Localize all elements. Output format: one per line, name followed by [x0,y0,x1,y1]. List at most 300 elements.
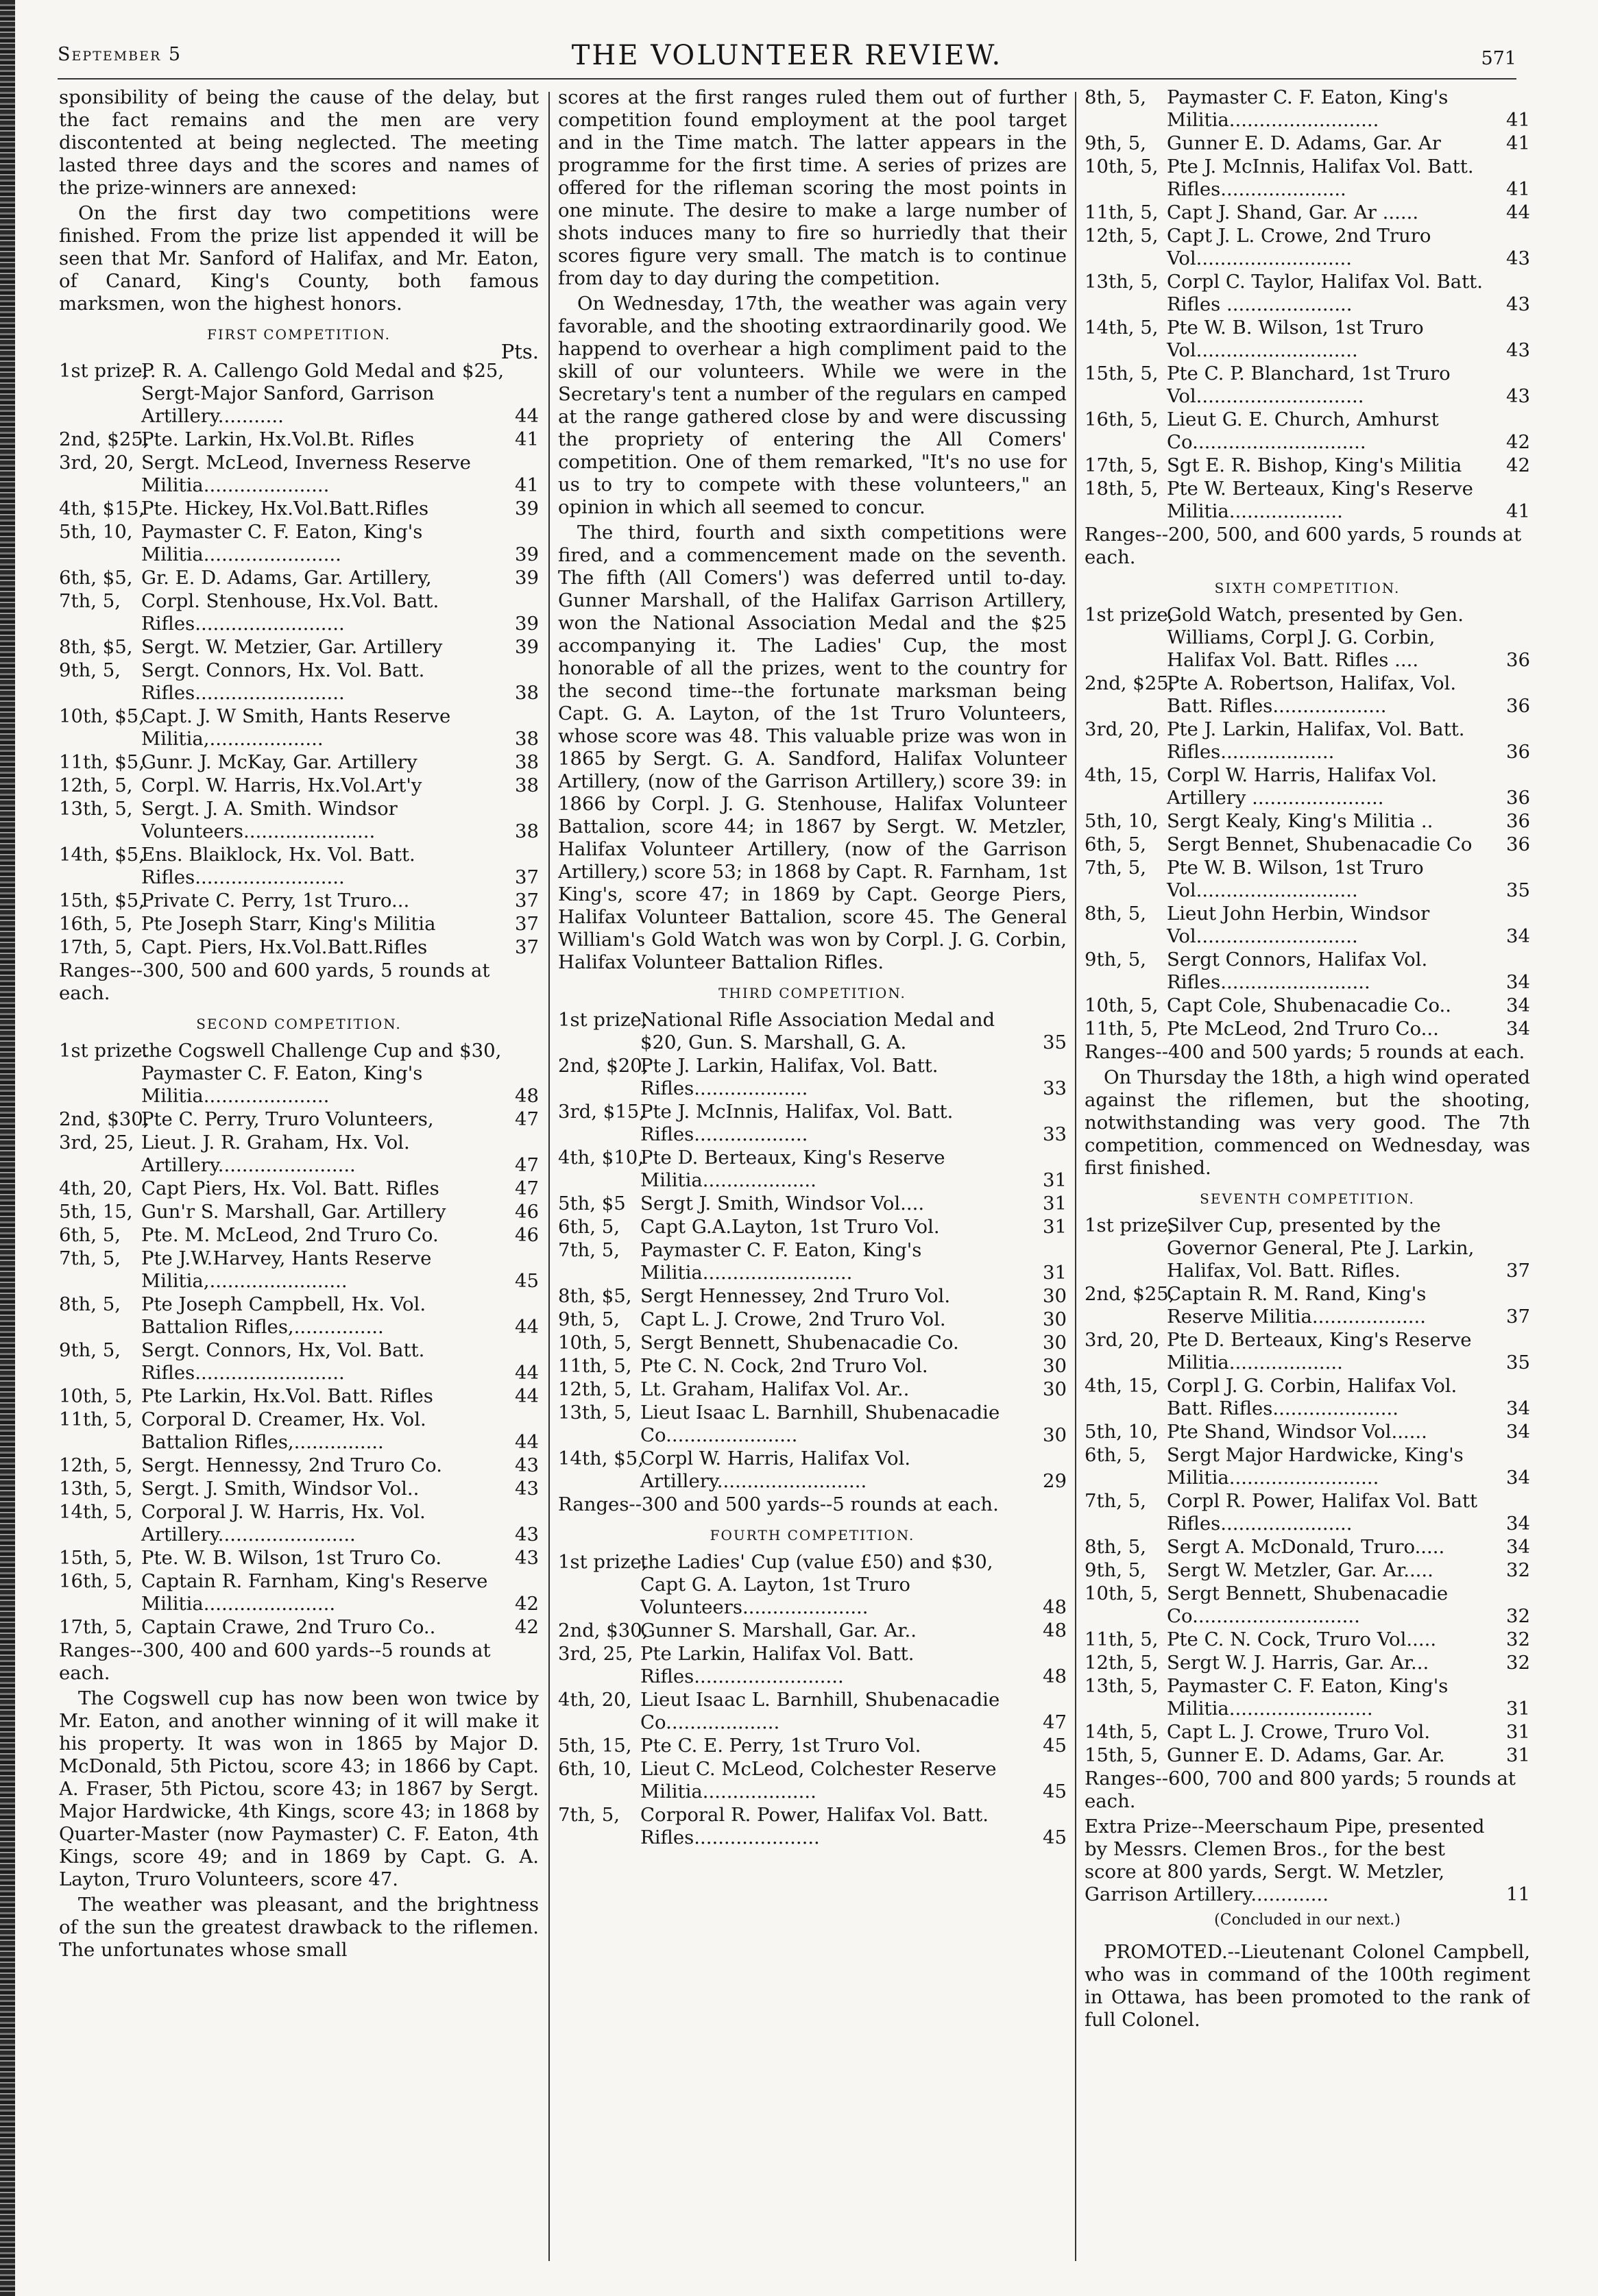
prize-winner: Corpl. W. Harris, Hx.Vol.Art'y [141,774,422,796]
prize-entry [558,1355,1067,1378]
prize-winner: Gunner S. Marshall, Gar. Ar.. [640,1620,917,1641]
prize-score: 48 [1043,1665,1067,1687]
prize-rank: 6th, 5, [1085,833,1146,855]
prize-winner: Pte Shand, Windsor Vol...... [1167,1421,1427,1443]
prize-score: 45 [1043,1781,1067,1803]
column-rule [1075,92,1076,2261]
prize-score: 39 [515,498,539,520]
prize-winner: Pte C. Perry, Truro Volunteers, [141,1108,434,1130]
prize-score: 39 [515,567,539,589]
prize-score: 32 [1506,1652,1530,1674]
prize-score: 37 [515,866,539,888]
prize-rank: 5th, 15, [558,1735,632,1757]
prize-score: 34 [1506,1513,1530,1535]
prize-entry [59,1293,539,1339]
page-header [58,40,1516,80]
prize-rank: 2nd, $30, [558,1620,649,1641]
prize-entry [1085,718,1530,764]
prize-rank: 13th, 5, [1085,1675,1159,1697]
prize-entry [59,1408,539,1454]
prize-score: 44 [1506,201,1530,223]
prize-score: 37 [1506,1260,1530,1282]
prize-entry [59,1501,539,1546]
prize-rank: 6th, 10, [558,1758,632,1780]
prize-winner: Pte J. McInnis, Halifax Vol. Batt. Rifles..................... [1167,156,1474,200]
prize-score: 34 [1506,1018,1530,1040]
prize-rank: 12th, 5, [1085,1652,1159,1674]
prize-entry [1085,1214,1530,1282]
prize-winner: Silver Cup, presented by the Governor General, Pte J. Larkin, Halifax, Vol. Batt. Rifles. [1167,1214,1475,1282]
prize-entry [1085,1559,1530,1582]
prize-winner: Paymaster C. F. Eaton, King's Militia......................... [1167,86,1449,131]
extra-prize-text: Extra Prize--Meerschaum Pipe, presented by Messrs. Clemen Bros., for the best score at 800 yards, Sergt. W. Metzler, Garrison Artillery............. [1085,1816,1485,1905]
prize-rank: 9th, 5, [1085,1559,1146,1581]
prize-rank: 7th, 5, [558,1804,620,1826]
prize-score: 44 [515,1316,539,1338]
ranges-note: Ranges--300, 400 and 600 yards--5 rounds at each. [59,1639,491,1684]
prize-winner: Gunner E. D. Adams, Gar. Ar [1167,132,1441,154]
prize-entry [59,428,539,451]
prize-winner: Paymaster C. F. Eaton, King's Militia......................... [640,1239,922,1284]
prize-score: 33 [1043,1077,1067,1099]
prize-winner: Gold Watch, presented by Gen. Williams, Corpl J. G. Corbin, Halifax Vol. Batt. Rifles .... [1167,604,1464,671]
prize-winner: Pte W. B. Wilson, 1st Truro Vol........................... [1167,857,1424,901]
prize-entry [59,1570,539,1615]
prize-rank: 9th, 5, [59,1339,121,1361]
prize-score: 44 [515,1385,539,1407]
prize-winner: Pte D. Berteaux, King's Reserve Militia................... [640,1147,945,1191]
prize-score: 43 [1506,247,1530,269]
prize-score: 29 [1043,1470,1067,1492]
prize-rank: 12th, 5, [59,774,133,796]
prize-score: 44 [515,405,539,427]
prize-winner: Pte Joseph Starr, King's Militia [141,913,436,935]
prize-entry [1085,833,1530,856]
prize-rank: 2nd, $25, [59,428,149,450]
publication-title: THE VOLUNTEER REVIEW. [571,40,1003,71]
prize-entry [59,360,539,428]
prize-rank: 11th, 5, [558,1355,632,1377]
prize-winner: Sergt. J. A. Smith. Windsor Volunteers...................... [141,798,398,842]
prize-entry [59,590,539,635]
prize-winner: Capt Cole, Shubenacadie Co.. [1167,994,1452,1016]
prize-winner: Pte J. Larkin, Halifax, Vol. Batt. Rifles................... [1167,718,1465,763]
prize-winner: National Rifle Association Medal and $20, Gun. S. Marshall, G. A. [640,1009,995,1053]
paragraph: The Cogswell cup has now been won twice by Mr. Eaton, and another winning of it will make it his property. It was won in 1865 by Major D. McDonald, 5th Pictou, score 43; in 1866 by Capt. A. Fraser, 5th Pictou, score 43; in 1867 by Sergt. Major Hardwicke, 4th Kings, score 43; in 1868 by Quarter-Master (now Paymaster) C. F. Eaton, 4th Kings, score 49; and in 1869 by Capt. G. A. Layton, Truro Volunteers, score 47. [59,1687,539,1890]
prize-entry [558,1332,1067,1354]
prize-rank: 4th, 20, [558,1689,632,1711]
prize-score: 46 [515,1201,539,1223]
prize-entry [1085,810,1530,833]
prize-score: 44 [515,1431,539,1453]
section-heading: SECOND COMPETITION. [196,1016,402,1032]
prize-rank: 15th, 5, [59,1547,133,1569]
prize-score: 34 [1506,925,1530,947]
prize-rank: 9th, 5, [1085,949,1146,970]
ranges-note: Ranges--600, 700 and 800 yards; 5 rounds at each. [1085,1768,1516,1812]
prize-winner: Lieut. J. R. Graham, Hx. Vol. Artillery....................... [141,1132,410,1176]
prize-score: 36 [1506,787,1530,809]
prize-entry [59,798,539,843]
prize-winner: Corpl. Stenhouse, Hx.Vol. Batt. Rifles......................... [141,590,439,635]
prize-entry [59,1247,539,1293]
prize-winner: Sgt E. R. Bishop, King's Militia [1167,454,1462,476]
paragraph: On Wednesday, 17th, the weather was again very favorable, and the shooting extraordinarily good. We happend to overhear a high compliment paid to the skill of our volunteers. While we were in the Secretary's tent a number of the regulars en camped at the range gathered close by and were discussing the propriety of entering the All Comers' competition. One of them remarked, "It's no use for us to try to compete with these volunteers," an opinion in which all seemed to concur. [558,293,1067,518]
prize-winner: Pte J. McInnis, Halifax, Vol. Batt. Rifles................... [640,1101,954,1145]
prize-rank: 7th, 5, [59,590,121,612]
prize-score: 41 [515,474,539,496]
prize-entry [1085,408,1530,454]
prize-score: 37 [515,936,539,958]
prize-winner: Sergt. J. Smith, Windsor Vol.. [141,1478,420,1500]
prize-winner: Captain R. M. Rand, King's Reserve Militia................... [1167,1283,1427,1328]
prize-winner: Pte. M. McLeod, 2nd Truro Co. [141,1224,439,1246]
prize-entry [59,1616,539,1639]
prize-rank: 7th, 5, [59,1247,121,1269]
continued-note: (Concluded in our next.) [1214,1912,1401,1929]
prize-entry [558,1758,1067,1803]
prize-rank: 14th, 5, [1085,1721,1159,1743]
prize-winner: Pte W. Berteaux, King's Reserve Militia................... [1167,478,1473,522]
prize-score: 30 [1043,1378,1067,1400]
prize-score: 43 [1506,293,1530,315]
paragraph: The third, fourth and sixth competitions were fired, and a commencement made on the seventh. The fifth (All Comers') was deferred until to-day. Gunner Marshall, of the Halifax Garrison Artillery, won the National Association Medal and the $25 accompanying it. The Ladies' Cup, the most honorable of all the prizes, went to the country for the second time--the fortunate marksman being Capt. G. A. Layton, of the 1st Truro Volunteers, whose score was 48. This valuable prize was won in 1865 by Sergt. G. A. Sandford, Halifax Volunteer Artillery, (now of the Garrison Artillery,) score 39: in 1866 by Corpl. J. G. Stenhouse, Halifax Volunteer Battalion, score 44; in 1867 by Sergt. W. Metzler, Halifax Volunteer Artillery, (now of the Garrison Artillery,) score 53; in 1868 by Capt. R. Farnham, 1st King's, score 47; in 1869 by Capt. George Piers, Halifax Volunteer Battalion, score 45. The General William's Gold Watch was won by Corpl. J. G. Corbin, Halifax Volunteer Battalion Rifles. [558,522,1067,973]
prize-score: 36 [1506,649,1530,671]
prize-entry [1085,1018,1530,1040]
prize-score: 37 [515,890,539,912]
prize-rank: 10th, 5, [1085,1583,1159,1604]
prize-score: 31 [1506,1698,1530,1720]
prize-entry [1085,1583,1530,1628]
prize-rank: 17th, 5, [59,1616,133,1638]
prize-score: 34 [1506,1397,1530,1419]
prize-rank: 11th, $5, [59,751,145,773]
prize-rank: 4th, 15, [1085,764,1159,786]
prize-winner: Pte Joseph Campbell, Hx. Vol. Battalion Rifles,............... [141,1293,426,1338]
prize-rank: 16th, 5, [1085,408,1159,430]
prize-winner: Sergt. McLeod, Inverness Reserve Militia..................... [141,452,471,496]
prize-score: 41 [1506,132,1530,154]
page-number: 571 [1481,48,1516,69]
prize-score: 36 [1506,741,1530,763]
prize-score: 31 [1043,1193,1067,1214]
paragraph: sponsibility of being the cause of the delay, but the fact remains and the men are very discontented at being neglected. The meeting lasted three days and the scores and names of the prize-winners are annexed: [59,86,539,199]
prize-entry [59,1547,539,1570]
prize-winner: Pte W. B. Wilson, 1st Truro Vol........................... [1167,317,1424,361]
prize-winner: Paymaster C. F. Eaton, King's Militia........................ [1167,1675,1449,1720]
prize-entry [558,1735,1067,1757]
prize-entry [59,1224,539,1247]
prize-winner: Sergt Hennessey, 2nd Truro Vol. [640,1285,951,1307]
prize-entry [59,521,539,566]
prize-score: 11 [1506,1883,1530,1905]
prize-rank: 7th, 5, [558,1239,620,1261]
prize-score: 34 [1506,1467,1530,1489]
prize-winner: Lieut G. E. Church, Amhurst Co............................. [1167,408,1439,453]
prize-rank: 18th, 5, [1085,478,1159,500]
prize-rank: 4th, $10, [558,1147,644,1169]
prize-winner: the Cogswell Challenge Cup and $30, Paymaster C. F. Eaton, King's Militia..................... [141,1040,502,1107]
paragraph: On the first day two competitions were finished. From the prize list appended it will be seen that Mr. Sanford of Halifax, and Mr. Eaton, of Canard, King's County, both famous marksmen, won the highest honors. [59,202,539,315]
prize-rank: 8th, $5, [59,636,133,658]
prize-score: 41 [1506,109,1530,131]
prize-entry [1085,1421,1530,1443]
prize-entry [59,636,539,659]
prize-entry [1085,1375,1530,1420]
prize-rank: 4th, $15, [59,498,145,520]
prize-entry [59,751,539,774]
prize-list [1085,604,1530,1040]
prize-winner: Lieut John Herbin, Windsor Vol........................... [1167,903,1430,947]
prize-score: 31 [1043,1169,1067,1191]
prize-entry [59,452,539,497]
prize-entry [1085,156,1530,201]
prize-entry [558,1643,1067,1688]
prize-score: 35 [1506,1352,1530,1373]
prize-entry [1085,132,1530,155]
prize-rank: 14th, 5, [1085,317,1159,339]
prize-winner: Pte C. P. Blanchard, 1st Truro Vol............................ [1167,363,1451,407]
prize-winner: Pte C. E. Perry, 1st Truro Vol. [640,1735,921,1757]
prize-score: 36 [1506,833,1530,855]
prize-winner: P. R. A. Callengo Gold Medal and $25, Sergt-Major Sanford, Garrison Artillery........... [141,360,505,427]
prize-rank: 3rd, 25, [558,1643,633,1665]
prize-score: 47 [515,1177,539,1199]
prize-score: 30 [1043,1308,1067,1330]
prize-entry [59,498,539,520]
prize-rank: 8th, 5, [59,1293,121,1315]
prize-score: 47 [1043,1711,1067,1733]
prize-score: 38 [515,751,539,773]
prize-entry [1085,478,1530,523]
prize-rank: 12th, 5, [1085,225,1159,247]
prize-score: 45 [1043,1735,1067,1757]
prize-rank: 3rd, 25, [59,1132,134,1153]
prize-entry [558,1308,1067,1331]
prize-entry [1085,1628,1530,1651]
prize-rank: 15th, 5, [1085,363,1159,384]
prize-winner: Corporal J. W. Harris, Hx. Vol. Artillery....................... [141,1501,426,1546]
prize-rank: 2nd, $20, [558,1055,649,1077]
prize-entry [1085,672,1530,718]
prize-winner: Sergt Major Hardwicke, King's Militia......................... [1167,1444,1464,1489]
prize-entry [1085,1490,1530,1535]
prize-rank: 10th, $5, [59,705,145,727]
prize-score: 34 [1506,1536,1530,1558]
prize-entry [558,1620,1067,1642]
prize-winner: Pte C. N. Cock, 2nd Truro Vol. [640,1355,928,1377]
prize-rank: 3rd, $15, [558,1101,645,1123]
prize-rank: 1st prize, [1085,1214,1174,1236]
prize-winner: Corporal R. Power, Halifax Vol. Batt. Rifles..................... [640,1804,989,1848]
prize-winner: Pte J.W.Harvey, Hants Reserve Militia,....................... [141,1247,432,1292]
prize-winner: Sergt Bennett, Shubenacadie Co. [640,1332,959,1354]
prize-rank: 17th, 5, [1085,454,1159,476]
promotion-notice: PROMOTED.--Lieutenant Colonel Campbell, who was in command of the 100th regiment in Ottawa, has been promoted to the rank of full Colonel. [1085,1941,1530,2031]
prize-winner: Pte J. Larkin, Halifax, Vol. Batt. Rifles................... [640,1055,939,1099]
prize-rank: 14th, 5, [59,1501,133,1523]
prize-winner: Gunr. J. McKay, Gar. Artillery [141,751,417,773]
prize-score: 36 [1506,810,1530,832]
prize-winner: Pte C. N. Cock, Truro Vol..... [1167,1628,1437,1650]
prize-entry [1085,86,1530,132]
prize-winner: Capt. Piers, Hx.Vol.Batt.Rifles [141,936,428,958]
section-heading: SIXTH COMPETITION. [1214,580,1401,596]
prize-score: 31 [1506,1744,1530,1766]
prize-rank: 5th, 15, [59,1201,133,1223]
prize-rank: 8th, 5, [1085,86,1146,108]
prize-score: 43 [515,1454,539,1476]
prize-entry [59,1339,539,1384]
prize-winner: Corpl C. Taylor, Halifax Vol. Batt. Rifles ..................... [1167,271,1483,315]
prize-rank: 16th, 5, [59,1570,133,1592]
prize-rank: 2nd, $25, [1085,672,1175,694]
prize-rank: 3rd, 20, [1085,1329,1160,1351]
prize-rank: 9th, 5, [59,659,121,681]
prize-entry [59,1201,539,1223]
prize-entry [558,1101,1067,1146]
prize-score: 39 [515,613,539,635]
prize-rank: 6th, 5, [1085,1444,1146,1466]
prize-score: 35 [1506,879,1530,901]
prize-score: 43 [1506,385,1530,407]
prize-score: 38 [515,820,539,842]
prize-list [1085,1214,1530,1767]
prize-winner: Sergt J. Smith, Windsor Vol.... [640,1193,925,1214]
section-heading: FIRST COMPETITION. [207,326,391,343]
prize-rank: 5th, $5 [558,1193,626,1214]
prize-winner: Gr. E. D. Adams, Gar. Artillery, [141,567,432,589]
prize-score: 42 [1506,431,1530,453]
prize-score: 32 [1506,1628,1530,1650]
prize-score: 43 [515,1524,539,1546]
prize-score: 45 [515,1270,539,1292]
prize-score: 34 [1506,1421,1530,1443]
prize-entry [1085,225,1530,270]
prize-winner: Capt J. L. Crowe, 2nd Truro Vol.......................... [1167,225,1431,269]
ranges-note: Ranges--400 and 500 yards; 5 rounds at each. [1085,1041,1525,1063]
prize-rank: 15th, $5, [59,890,145,912]
prize-winner: Lieut C. McLeod, Colchester Reserve Militia................... [640,1758,997,1803]
prize-list [558,1009,1067,1493]
prize-winner: Paymaster C. F. Eaton, King's Militia....................... [141,521,423,565]
prize-entry [1085,1536,1530,1559]
prize-score: 38 [515,728,539,750]
paragraph: scores at the first ranges ruled them out of further competition found employment at the pool target and in the Time match. The latter appears in the programme for the first time. A series of prizes are offered for the rifleman scoring the most points in one minute. The desire to make a large number of shots induces many to fire so hurriedly that their scores figure very small. The match is to continue from day to day during the competition. [558,86,1067,289]
prize-winner: Sergt Bennett, Shubenacadie Co............................ [1167,1583,1449,1627]
prize-rank: 13th, 5, [59,798,133,820]
prize-score: 41 [515,428,539,450]
prize-score: 31 [1043,1216,1067,1238]
prize-score: 48 [1043,1596,1067,1618]
prize-rank: 9th, 5, [558,1308,620,1330]
prize-rank: 13th, 5, [59,1478,133,1500]
prize-entry [1085,317,1530,362]
prize-score: 48 [1043,1620,1067,1641]
prize-rank: 11th, 5, [1085,201,1159,223]
prize-score: 43 [515,1478,539,1500]
prize-score: 34 [1506,994,1530,1016]
prize-winner: Capt J. Shand, Gar. Ar ...... [1167,201,1419,223]
prize-score: 37 [1506,1306,1530,1328]
prize-score: 43 [1506,339,1530,361]
prize-entry [1085,949,1530,994]
column-2 [558,86,1067,2252]
prize-entry [1085,1329,1530,1374]
prize-rank: 13th, 5, [1085,271,1159,293]
points-label: Pts. [500,340,539,363]
prize-entry [59,659,539,705]
paragraph: The weather was pleasant, and the brightness of the sun the greatest drawback to the riflemen. The unfortunates whose small [59,1894,539,1961]
column-3 [1085,86,1530,2252]
prize-rank: 10th, 5, [558,1332,632,1354]
prize-rank: 12th, 5, [59,1454,133,1476]
prize-winner: the Ladies' Cup (value £50) and $30, Capt G. A. Layton, 1st Truro Volunteers..................... [640,1551,993,1618]
prize-winner: Capt. J. W Smith, Hants Reserve Militia,................... [141,705,451,750]
ranges-note: Ranges--300, 500 and 600 yards, 5 rounds at each. [59,960,490,1004]
column-1 [59,86,539,2252]
prize-rank: 10th, 5, [1085,994,1159,1016]
prize-entry [558,1378,1067,1401]
prize-entry [558,1448,1067,1493]
prize-score: 32 [1506,1605,1530,1627]
prize-entry [59,1040,539,1108]
prize-rank: 5th, 10, [59,521,133,543]
prize-score: 41 [1506,500,1530,522]
prize-entry [558,1147,1067,1192]
prize-entry [1085,454,1530,477]
prize-winner: Pte. W. B. Wilson, 1st Truro Co. [141,1547,442,1569]
prize-entry [1085,1283,1530,1328]
prize-score: 42 [1506,454,1530,476]
prize-entry [59,913,539,936]
prize-score: 41 [1506,178,1530,200]
prize-list [558,1551,1067,1849]
prize-rank: 5th, 10, [1085,810,1159,832]
prize-rank: 12th, 5, [558,1378,632,1400]
ranges-note: Ranges--200, 500, and 600 yards, 5 rounds at each. [1085,524,1522,568]
prize-entry [1085,1675,1530,1720]
prize-rank: 2nd, $30, [59,1108,149,1130]
prize-list [59,1040,539,1639]
prize-winner: Private C. Perry, 1st Truro... [141,890,410,912]
prize-score: 38 [515,774,539,796]
prize-entry [558,1285,1067,1308]
prize-winner: Sergt Kealy, King's Militia .. [1167,810,1433,832]
prize-winner: Gun'r S. Marshall, Gar. Artillery [141,1201,446,1223]
prize-entry [59,844,539,889]
prize-entry [59,1454,539,1477]
prize-score: 39 [515,636,539,658]
prize-score: 33 [1043,1123,1067,1145]
prize-entry [558,1239,1067,1284]
section-heading: FOURTH COMPETITION. [710,1527,915,1543]
prize-rank: 15th, 5, [1085,1744,1159,1766]
prize-winner: Pte McLeod, 2nd Truro Co... [1167,1018,1439,1040]
prize-entry [1085,1652,1530,1674]
prize-rank: 5th, 10, [1085,1421,1159,1443]
prize-winner: Corpl W. Harris, Halifax Vol. Artillery ...................... [1167,764,1438,809]
prize-winner: Pte Larkin, Hx.Vol. Batt. Rifles [141,1385,433,1407]
prize-rank: 1st prize, [1085,604,1174,626]
prize-list [1085,86,1530,523]
prize-winner: Sergt W. J. Harris, Gar. Ar... [1167,1652,1429,1674]
section-heading: THIRD COMPETITION. [718,985,906,1001]
paragraph: On Thursday the 18th, a high wind operated against the riflemen, but the shooting, notwithstanding was very good. The 7th competition, commenced on Wednesday, was first finished. [1085,1066,1530,1179]
prize-entry [59,705,539,750]
prize-winner: Corporal D. Creamer, Hx. Vol. Battalion Rifles,............... [141,1408,426,1453]
prize-rank: 1st prize, [558,1009,648,1031]
